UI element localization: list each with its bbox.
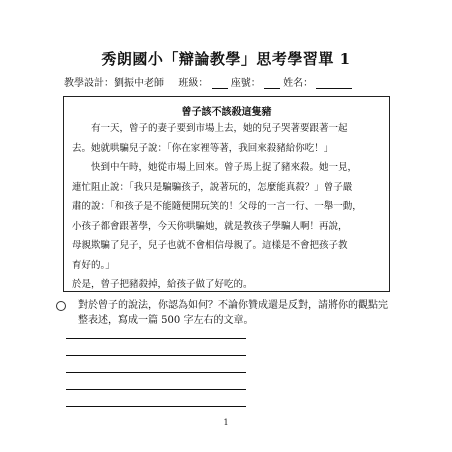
story-line: 快到中午時，她從市場上回來。曾子馬上捉了豬來殺。她一見， — [91, 162, 358, 173]
story-line: 小孩子都會跟著學，今天你哄騙她，就是教孩子學騙人啊！再說， — [72, 220, 348, 232]
worksheet-title: 秀朗國小「辯論教學」思考學習單 1 — [101, 50, 351, 68]
worksheet-meta — [64, 74, 352, 89]
story-line: 有一天，曾子的妻子要到市場上去，她的兒子哭著要跟著一起 — [91, 123, 348, 134]
story-line: 連忙阻止說：「我只是騙騙孩子，說著玩的，怎麼能真殺？」曾子嚴 — [72, 181, 353, 193]
circle-bullet-icon — [56, 301, 66, 311]
story-line: 於是，曾子把豬殺掉，給孩子做了好吃的。 — [72, 279, 253, 290]
story-body — [72, 119, 384, 295]
name-blank[interactable] — [316, 78, 352, 89]
story-line: 去。她就哄騙兒子說：「你在家裡等著，我回來殺豬給你吃！」 — [72, 142, 334, 154]
story-line: 育好的。」 — [72, 259, 115, 271]
answer-line[interactable] — [66, 389, 246, 390]
answer-line[interactable] — [66, 338, 246, 339]
story-line: 肅的說：「和孩子是不能隨便開玩笑的！父母的一言一行、一舉一動， — [72, 201, 362, 212]
story-line: 母親欺騙了兒子，兒子也就不會相信母親了。這樣是不會把孩子教 — [72, 240, 348, 251]
name-label: 姓名： — [283, 78, 314, 89]
answer-line[interactable] — [66, 355, 246, 356]
answer-line[interactable] — [66, 406, 246, 407]
class-blank[interactable] — [212, 78, 228, 89]
story-box — [63, 96, 390, 292]
seat-blank[interactable] — [264, 78, 280, 89]
question-text: 對於曾子的說法，你認為如何？不論你贊成還是反對，請將你的觀點完整表述，寫成一篇 500 字左右的文章。 — [78, 300, 388, 326]
page-number: 1 — [223, 418, 229, 427]
seat-label: 座號： — [230, 78, 261, 89]
answer-line[interactable] — [66, 372, 246, 373]
story-title: 曾子該不該殺這隻豬 — [181, 107, 272, 118]
class-label: 班級： — [178, 78, 209, 89]
designer-label: 教學設計：劉振中老師 — [64, 78, 164, 89]
